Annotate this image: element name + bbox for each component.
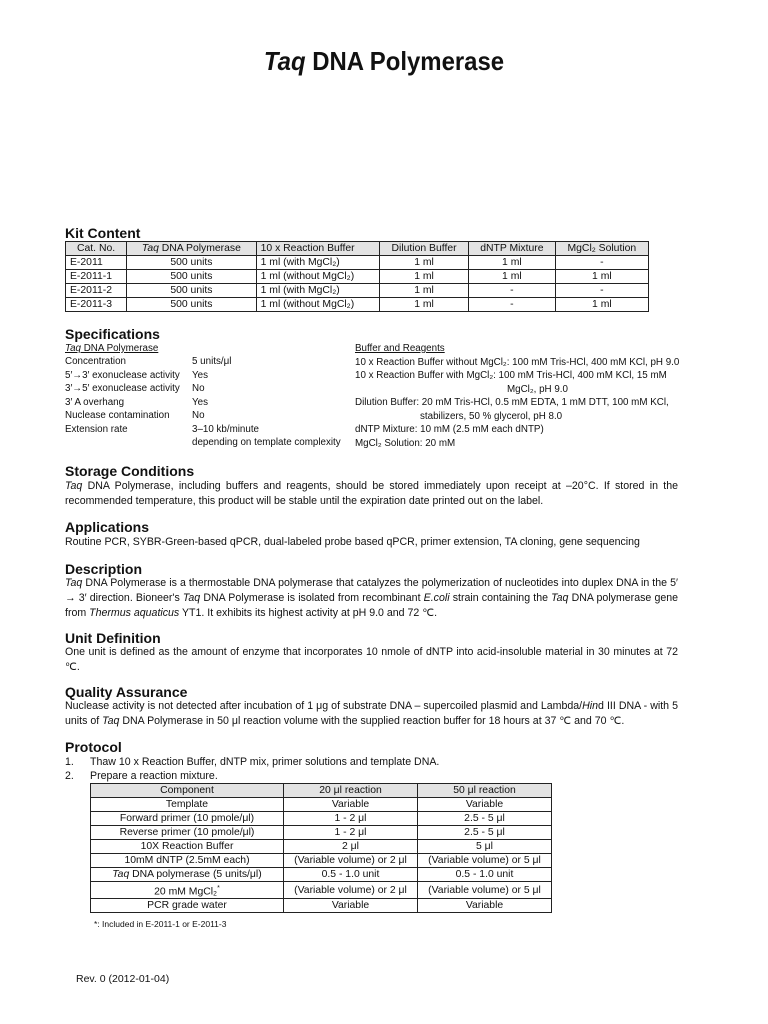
quality-body: DNA Polymerase in 50 μl reaction volume with the supplied reaction buffer for 18 hours at 37 ℃ and 70 ℃. xyxy=(119,715,625,727)
table-cell: 1 ml xyxy=(380,256,469,270)
spec-right-title: Buffer and Reagents xyxy=(355,343,445,354)
table-cell: 1 ml (with MgCl₂) xyxy=(256,256,380,270)
table-cell: (Variable volume) or 2 μl xyxy=(284,854,418,868)
header-text: DNA Polymerase xyxy=(158,243,241,254)
table-header-cell: Component xyxy=(91,784,284,798)
table-row xyxy=(91,840,552,854)
table-cell: Variable xyxy=(418,899,552,913)
spec-reagent: 10 x Reaction Buffer with MgCl₂: 100 mM Tris-HCl, 400 mM KCl, 15 mM xyxy=(355,370,667,381)
description-text xyxy=(65,576,678,621)
quality-italic: Hin xyxy=(582,700,599,712)
applications-heading: Applications xyxy=(65,519,150,535)
spec-left-column xyxy=(65,342,158,356)
table-row xyxy=(66,284,649,298)
table-cell: E-2011-1 xyxy=(66,270,127,284)
spec-reagent: 10 x Reaction Buffer without MgCl₂: 100 mM Tris-HCl, 400 mM KCl, pH 9.0 xyxy=(355,356,680,368)
table-cell: Variable xyxy=(284,899,418,913)
table-cell: 0.5 - 1.0 unit xyxy=(284,868,418,882)
table-cell: E-2011 xyxy=(66,256,127,270)
desc-italic: Taq xyxy=(182,592,201,604)
table-row xyxy=(91,854,552,868)
table-header-cell: dNTP Mixture xyxy=(468,242,555,256)
storage-italic: Taq xyxy=(65,480,83,492)
quality-text xyxy=(65,699,678,729)
table-cell: (Variable volume) or 2 μl xyxy=(284,882,418,899)
spec-reagent: MgCl₂ Solution: 20 mM xyxy=(355,437,456,449)
table-header-cell: 50 μl reaction xyxy=(418,784,552,798)
desc-text: YT1. It exhibits its highest activity at pH 9.0 and 72 ℃. xyxy=(179,607,438,619)
table-row xyxy=(66,298,649,312)
spec-reagent: dNTP Mixture: 10 mM (2.5 mM each dNTP) xyxy=(355,424,544,435)
table-header-row xyxy=(91,784,552,798)
spec-values xyxy=(192,355,341,450)
table-cell: 1 ml xyxy=(380,284,469,298)
table-header-cell: Dilution Buffer xyxy=(380,242,469,256)
spec-value: No xyxy=(192,383,205,394)
header-italic: Taq xyxy=(141,243,159,254)
title-italic: Taq xyxy=(263,46,306,76)
page-title xyxy=(31,46,738,77)
table-cell: - xyxy=(555,256,648,270)
table-cell: Variable xyxy=(418,798,552,812)
table-header-row xyxy=(66,242,649,256)
spec-key: Extension rate xyxy=(65,423,128,435)
description-heading: Description xyxy=(65,561,143,577)
spec-key: 3′ A overhang xyxy=(65,396,125,408)
table-cell: 1 - 2 μl xyxy=(284,826,418,840)
desc-italic: Taq xyxy=(551,592,569,604)
protocol-step xyxy=(65,769,439,783)
spec-value: Yes xyxy=(192,369,208,381)
spec-keys xyxy=(65,355,180,436)
table-cell: E-2011-3 xyxy=(66,298,127,312)
table-row xyxy=(66,256,649,270)
table-cell: 1 ml xyxy=(468,270,555,284)
footnote: *: Included in E-2011-1 or E-2011-3 xyxy=(94,919,227,929)
protocol-heading: Protocol xyxy=(65,739,122,755)
protocol-step xyxy=(65,755,439,769)
table-cell: 2.5 - 5 μl xyxy=(418,826,552,840)
table-cell: E-2011-2 xyxy=(66,284,127,298)
spec-key: Concentration xyxy=(65,356,126,367)
table-cell: Forward primer (10 pmole/μl) xyxy=(91,812,284,826)
quality-body: d III DNA - with 5 units of xyxy=(65,700,678,727)
spec-value: 5 units/μl xyxy=(192,356,232,367)
table-cell: 500 units xyxy=(127,284,256,298)
table-cell: 2.5 - 5 μl xyxy=(418,812,552,826)
storage-heading: Storage Conditions xyxy=(65,463,195,479)
table-row xyxy=(91,826,552,840)
table-header-cell: 10 x Reaction Buffer xyxy=(256,242,380,256)
spec-key: 5′→3′ exonuclease activity xyxy=(65,369,180,381)
table-cell xyxy=(91,882,284,899)
cell-italic: Taq xyxy=(112,869,130,880)
spec-left-title xyxy=(65,342,158,356)
spec-reagent: MgCl₂, pH 9.0 xyxy=(507,383,568,395)
table-cell: 1 ml (with MgCl₂) xyxy=(256,284,380,298)
table-row xyxy=(91,899,552,913)
step-text: Prepare a reaction mixture. xyxy=(90,770,218,782)
unit-definition-text: One unit is defined as the amount of enzyme that incorporates 10 nmole of dNTP into acid-insoluble material in 30 minutes at 72 ℃. xyxy=(65,646,678,673)
spec-right-column xyxy=(355,342,679,450)
table-row xyxy=(91,812,552,826)
spec-reagent: stabilizers, 50 % glycerol, pH 8.0 xyxy=(420,410,563,422)
footnote-marker: * xyxy=(217,885,220,892)
table-cell: 500 units xyxy=(127,270,256,284)
desc-text: strain containing the xyxy=(449,592,552,604)
table-cell: 10X Reaction Buffer xyxy=(91,840,284,854)
title-text: DNA Polymerase xyxy=(305,46,505,76)
table-cell: 1 ml xyxy=(555,298,648,312)
table-cell: 1 - 2 μl xyxy=(284,812,418,826)
table-cell: 1 ml xyxy=(468,256,555,270)
table-cell: Reverse primer (10 pmole/μl) xyxy=(91,826,284,840)
storage-body: DNA Polymerase, including buffers and reagents, should be stored immediately upon receipt at –20°C. If stored in the recommended temperature, this product will be stable until the expiration date printed out on the label. xyxy=(65,480,678,507)
table-cell xyxy=(91,868,284,882)
cell-text: DNA polymerase (5 units/μl) xyxy=(132,869,262,880)
table-row xyxy=(91,798,552,812)
kit-content-table xyxy=(65,241,649,312)
table-cell: Template xyxy=(91,798,284,812)
quality-italic: Taq xyxy=(102,715,120,727)
spec-value: No xyxy=(192,410,205,421)
storage-text xyxy=(65,479,678,509)
table-cell: (Variable volume) or 5 μl xyxy=(418,882,552,899)
table-header-cell: 20 μl reaction xyxy=(284,784,418,798)
table-cell: 10mM dNTP (2.5mM each) xyxy=(91,854,284,868)
quality-heading: Quality Assurance xyxy=(65,684,188,700)
table-cell: Variable xyxy=(284,798,418,812)
table-cell: 0.5 - 1.0 unit xyxy=(418,868,552,882)
step-text: Thaw 10 x Reaction Buffer, dNTP mix, primer solutions and template DNA. xyxy=(90,756,440,768)
desc-text: DNA polymerase gene from xyxy=(65,592,679,619)
spec-key: Nuclease contamination xyxy=(65,410,170,421)
spec-title-text: DNA Polymerase xyxy=(80,343,159,354)
step-number: 2. xyxy=(65,770,74,782)
table-cell: 1 ml xyxy=(380,298,469,312)
desc-italic: Taq xyxy=(65,577,83,589)
table-row xyxy=(66,270,649,284)
spec-value: Yes xyxy=(192,396,208,408)
quality-body: Nuclease activity is not detected after incubation of 1 μg of substrate DNA – supercoiled plasmid and Lambda/ xyxy=(65,700,583,712)
table-cell: PCR grade water xyxy=(91,899,284,913)
specifications-heading: Specifications xyxy=(65,326,160,342)
spec-value: 3–10 kb/minute xyxy=(192,423,259,435)
desc-italic: E.coli xyxy=(423,592,450,604)
protocol-steps xyxy=(65,755,439,783)
spec-value: depending on template complexity xyxy=(192,437,341,448)
table-cell: 1 ml xyxy=(555,270,648,284)
applications-text: Routine PCR, SYBR-Green-based qPCR, dual-labeled probe based qPCR, primer extension, TA cloning, gene sequencing xyxy=(65,536,640,548)
table-cell: - xyxy=(555,284,648,298)
table-header-cell: MgCl₂ Solution xyxy=(555,242,648,256)
table-row xyxy=(91,882,552,899)
table-cell: 500 units xyxy=(127,298,256,312)
table-row xyxy=(91,868,552,882)
spec-title-italic: Taq xyxy=(65,343,81,354)
table-cell: 500 units xyxy=(127,256,256,270)
table-cell: 1 ml (without MgCl₂) xyxy=(256,270,380,284)
table-header-cell xyxy=(127,242,256,256)
table-header-cell: Cat. No. xyxy=(66,242,127,256)
desc-text: DNA Polymerase is a thermostable DNA polymerase that catalyzes the polymerization of nucleotides into duplex DNA in the 5′ → 3′ direction. Bioneer's xyxy=(65,577,678,604)
kit-content-heading: Kit Content xyxy=(65,225,141,241)
desc-italic: Thermus aquaticus xyxy=(89,607,180,619)
unit-definition-heading: Unit Definition xyxy=(65,630,161,646)
table-cell: - xyxy=(468,298,555,312)
step-number: 1. xyxy=(65,756,74,768)
table-cell: 1 ml xyxy=(380,270,469,284)
table-cell: 5 μl xyxy=(418,840,552,854)
table-cell: - xyxy=(468,284,555,298)
revision-label: Rev. 0 (2012-01-04) xyxy=(76,973,170,985)
table-cell: (Variable volume) or 5 μl xyxy=(418,854,552,868)
table-cell: 2 μl xyxy=(284,840,418,854)
spec-reagent: Dilution Buffer: 20 mM Tris-HCl, 0.5 mM EDTA, 1 mM DTT, 100 mM KCl, xyxy=(355,397,669,408)
table-cell: 1 ml (without MgCl₂) xyxy=(256,298,380,312)
desc-text: DNA Polymerase is isolated from recombinant xyxy=(200,592,424,604)
cell-text: 20 mM MgCl₂ xyxy=(154,886,218,898)
spec-key: 3′→5′ exonuclease activity xyxy=(65,383,180,394)
reaction-table xyxy=(90,783,552,913)
